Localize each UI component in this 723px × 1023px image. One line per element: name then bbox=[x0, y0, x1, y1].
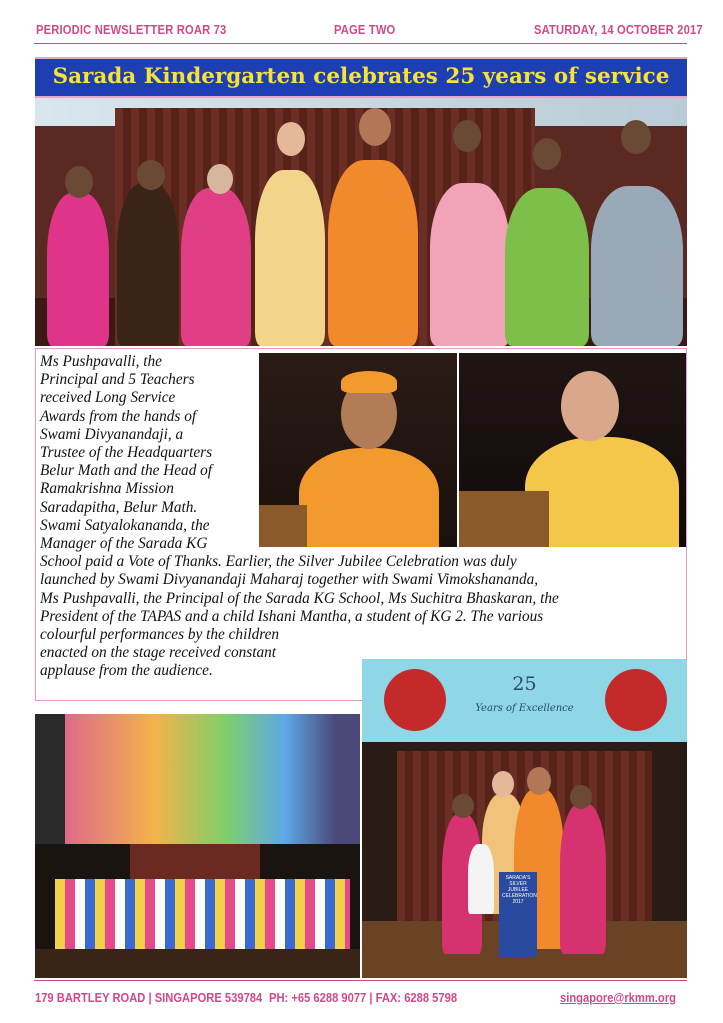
group-photo-award-recipients bbox=[35, 98, 687, 346]
header-page: PAGE TWO bbox=[334, 22, 396, 37]
footer-email-link[interactable]: singapore@rkmm.org bbox=[560, 990, 676, 1005]
banner-text: Years of Excellence bbox=[475, 703, 574, 714]
banner-number: 25 bbox=[512, 673, 537, 695]
footer-phone-fax: PH: +65 6288 9077 | FAX: 6288 5798 bbox=[269, 990, 458, 1005]
header-divider bbox=[34, 43, 687, 44]
article-title-bar bbox=[35, 57, 687, 98]
photo-jubilee-launch bbox=[362, 659, 687, 978]
article-caption: Ms Pushpavalli, the Principal and 5 Teachers received Long Service Awards from the hands of Swami Divyanandaji, a Trustee of the Headquarters Belur Math and the Head of Ramakrishna Mission Saradapitha, Belur Math. Swami Satyalokananda, the Manager of the Sarada KG School paid a Vote of Thanks. Earlier, the Silver Jubilee Celebration was duly launched by Swami Divyanandaji Maharaj together with Swami Vimokshananda, Ms Pushpavalli, the Principal of the Sarada KG School, Ms Suchitra Bhaskaran, the President of the TAPAS and a child Ishani Mantha, a student of KG 2. The various colourful performances by the children enacted on the stage received constant applause from the audience. bbox=[40, 353, 559, 680]
header-newsletter: PERIODIC NEWSLETTER ROAR 73 bbox=[36, 22, 227, 37]
header-date: SATURDAY, 14 OCTOBER 2017 bbox=[534, 22, 703, 37]
anniversary-banner bbox=[362, 659, 687, 742]
footer-divider bbox=[34, 980, 687, 981]
podium-sign: SARADA'S SILVER JUBILEE CELEBRATION 2017 bbox=[499, 872, 537, 957]
footer-address: 179 BARTLEY ROAD | SINGAPORE 539784 bbox=[35, 990, 263, 1005]
photo-children-performance bbox=[35, 714, 360, 978]
article-title: Sarada Kindergarten celebrates 25 years of service bbox=[52, 64, 670, 89]
